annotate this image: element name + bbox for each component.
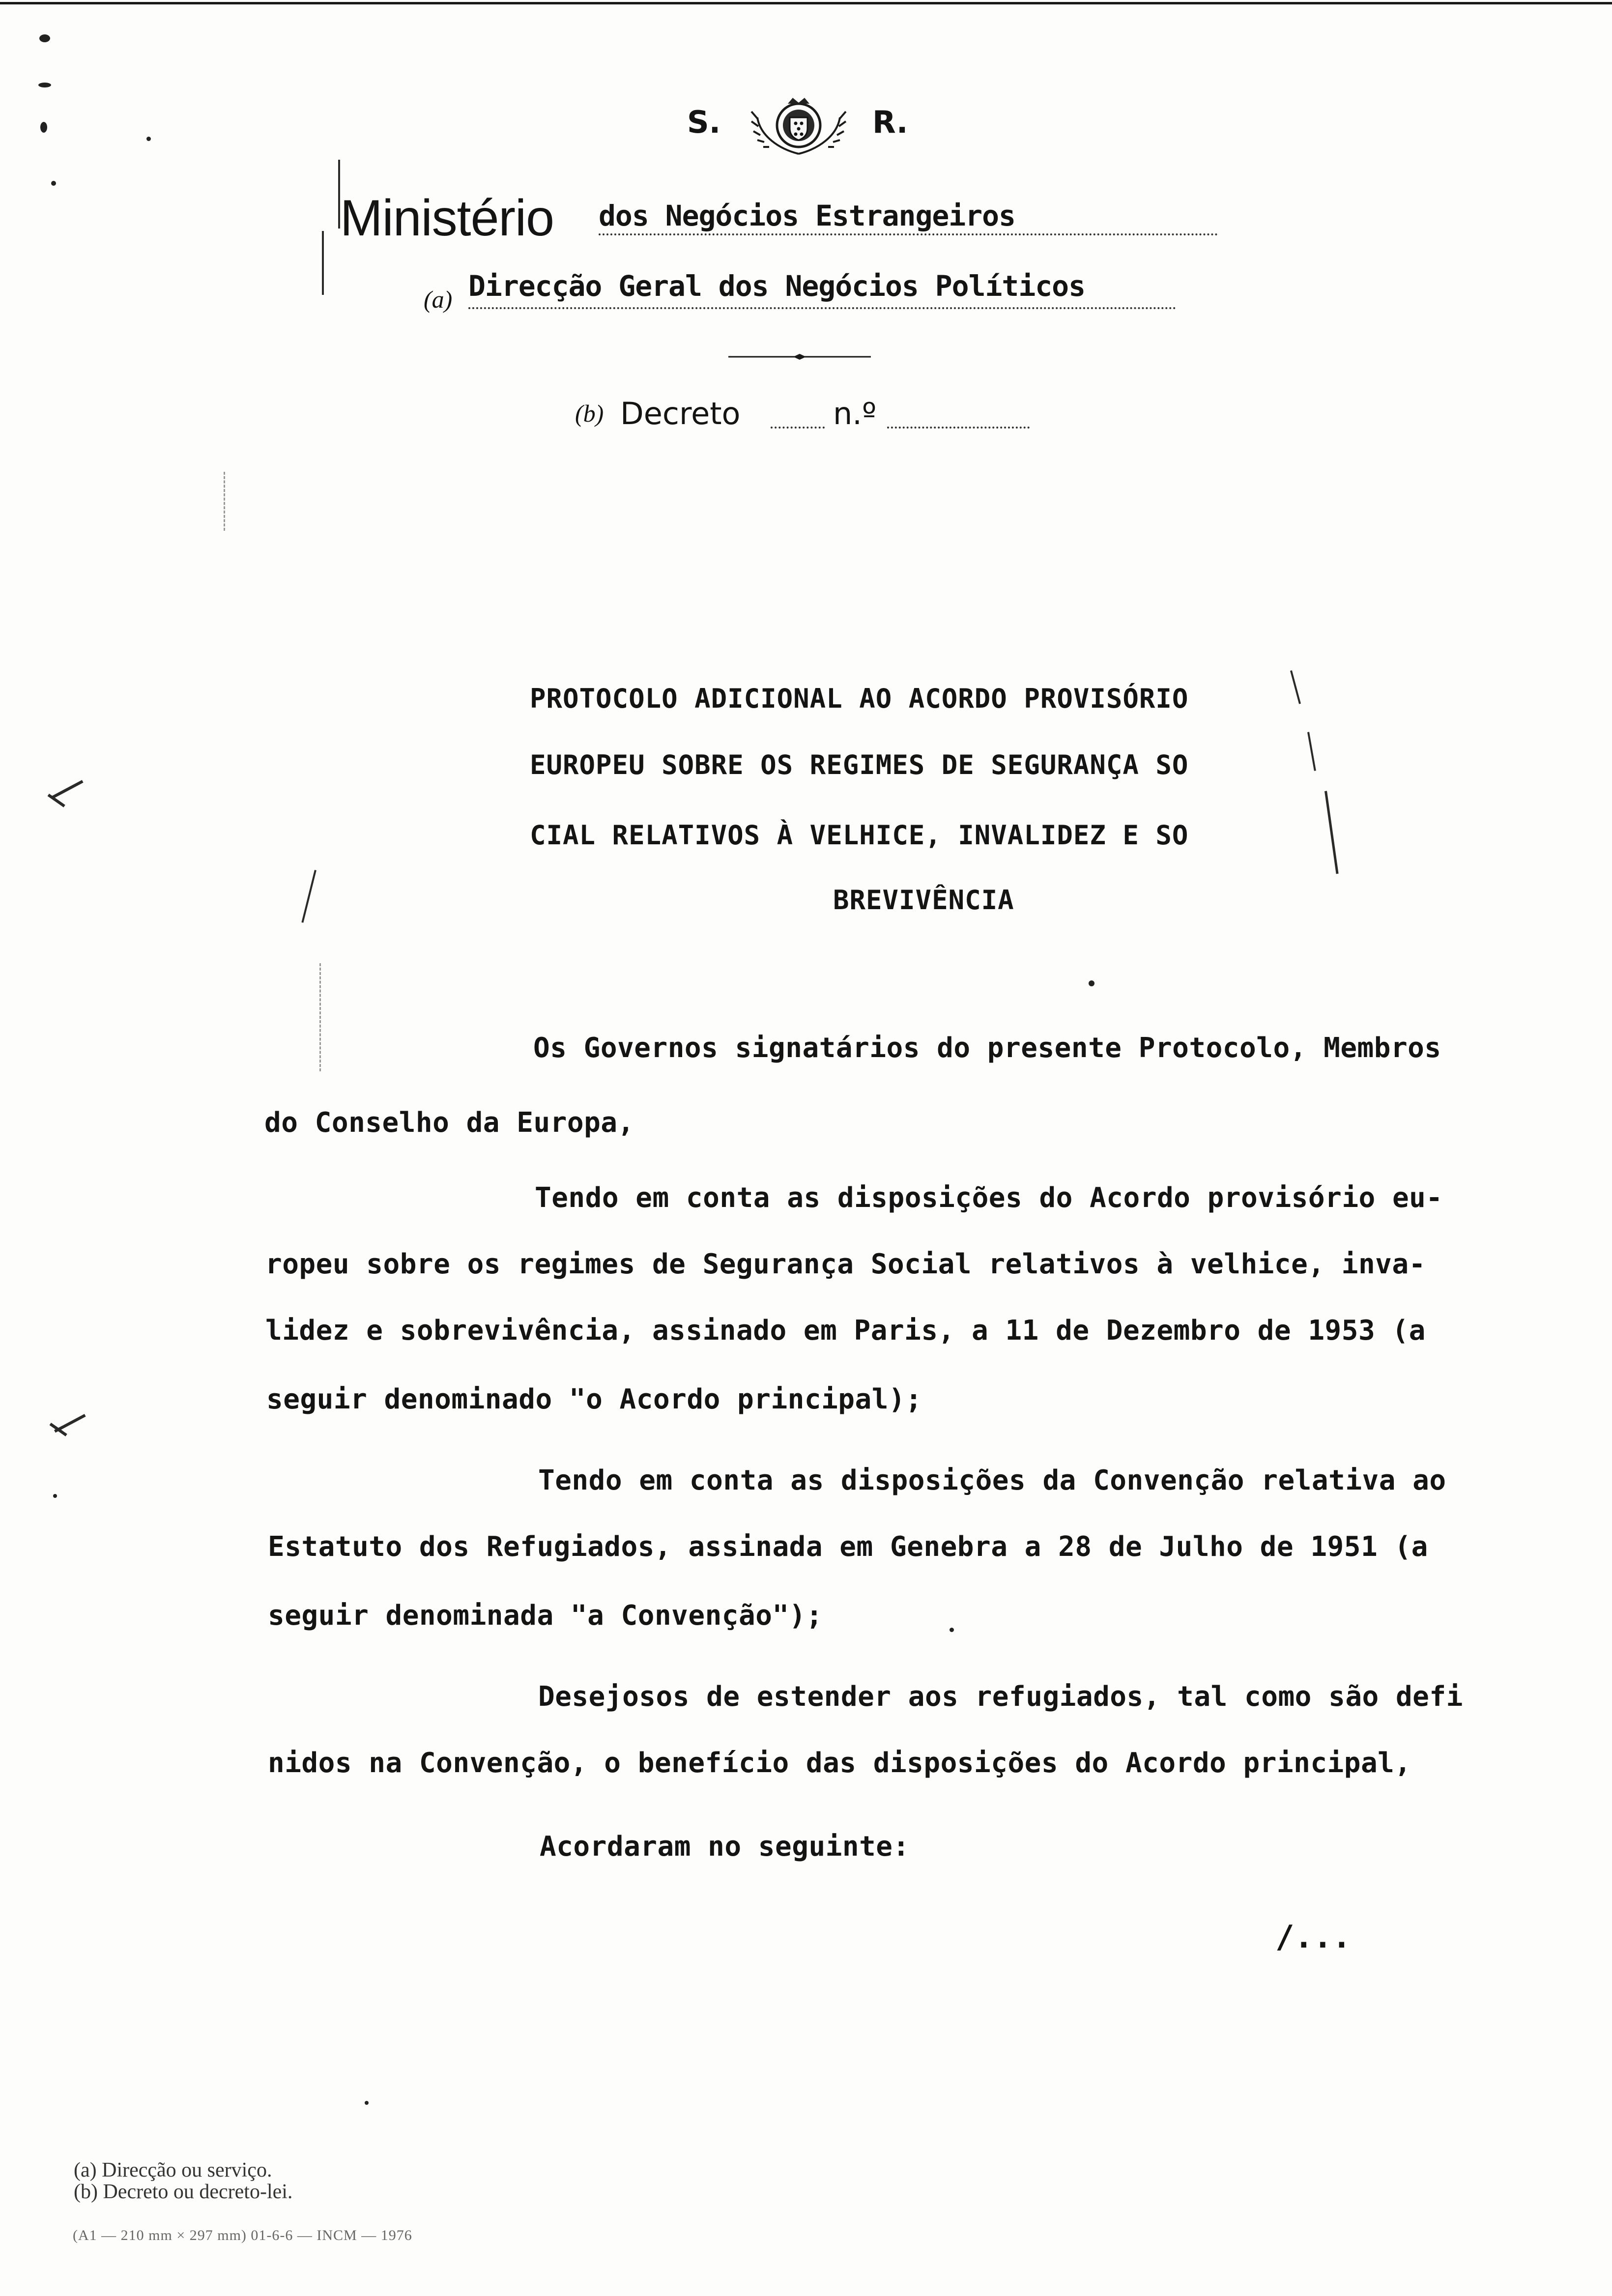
margin-stroke (1324, 791, 1339, 874)
ministry-value: dos Negócios Estrangeiros (599, 199, 1015, 232)
title-line-2: EUROPEU SOBRE OS REGIMES DE SEGURANÇA SO (530, 749, 1189, 780)
direcao-value: Direcção Geral dos Negócios Políticos (468, 269, 1086, 303)
scan-speck (38, 83, 51, 87)
title-line-4: BREVIVÊNCIA (833, 885, 1014, 916)
continuation-mark: /... (1275, 1919, 1352, 1955)
numero-label: n.º (833, 396, 877, 431)
body-line-9: seguir denominada "a Convenção"); (268, 1600, 823, 1632)
body-line-2: do Conselho da Europa, (264, 1107, 634, 1139)
body-line-10: Desejosos de estender aos refugiados, tal como são defi (538, 1681, 1463, 1713)
title-line-1: PROTOCOLO ADICIONAL AO ACORDO PROVISÓRIO (530, 683, 1189, 714)
header-r-letter: R. (872, 104, 908, 140)
scan-speck (40, 122, 47, 133)
body-line-6: seguir denominado "o Acordo principal); (266, 1383, 922, 1415)
margin-stroke (322, 231, 324, 295)
coat-of-arms-icon (749, 91, 848, 160)
footnote-a: (a) Direcção ou serviço. (74, 2159, 272, 2181)
body-line-1: Os Governos signatários do presente Protocolo, Membros (533, 1032, 1441, 1064)
footnote-b: (b) Decreto ou decreto-lei. (74, 2181, 293, 2203)
decreto-dotted-line (771, 427, 825, 429)
ministry-dotted-line (599, 233, 1218, 235)
body-line-7: Tendo em conta as disposições da Convenção relativa ao (538, 1464, 1446, 1496)
body-line-5: lidez e sobrevivência, assinado em Paris, a 11 de Dezembro de 1953 (a (265, 1315, 1426, 1347)
scan-speck (1089, 980, 1094, 986)
header-s-letter: S. (687, 104, 721, 140)
body-line-12: Acordaram no seguinte: (540, 1831, 910, 1863)
body-line-4: ropeu sobre os regimes de Segurança Social relativos à velhice, inva- (265, 1248, 1426, 1280)
margin-stroke (1307, 732, 1316, 771)
ornament-divider (728, 354, 871, 360)
scan-speck (53, 1494, 57, 1498)
margin-stroke (301, 870, 316, 923)
scan-speck (39, 34, 50, 42)
decreto-label: Decreto (620, 396, 741, 431)
body-line-11: nidos na Convenção, o benefício das disposições do Acordo principal, (268, 1747, 1411, 1779)
scan-speck (950, 1628, 954, 1632)
numero-dotted-line (887, 427, 1030, 429)
scan-dash (319, 963, 321, 1071)
scan-speck (365, 2101, 369, 2105)
direcao-marker: (a) (424, 286, 453, 313)
scan-edge-line (0, 2, 1612, 4)
scan-speck (51, 181, 56, 186)
ministry-label: Ministério (340, 190, 554, 247)
margin-mark (52, 780, 84, 799)
direcao-dotted-line (468, 307, 1176, 309)
title-line-3: CIAL RELATIVOS À VELHICE, INVALIDEZ E SO (530, 820, 1189, 851)
body-line-3: Tendo em conta as disposições do Acordo provisório eu- (535, 1182, 1443, 1214)
body-line-8: Estatuto dos Refugiados, assinada em Genebra a 28 de Julho de 1951 (a (268, 1531, 1428, 1563)
margin-stroke (1290, 670, 1301, 704)
scan-dash (224, 472, 225, 531)
margin-stroke (338, 160, 340, 229)
scan-speck (146, 137, 151, 141)
decreto-marker: (b) (575, 400, 604, 427)
print-code: (A1 — 210 mm × 297 mm) 01-6-6 — INCM — 1976 (73, 2227, 412, 2243)
